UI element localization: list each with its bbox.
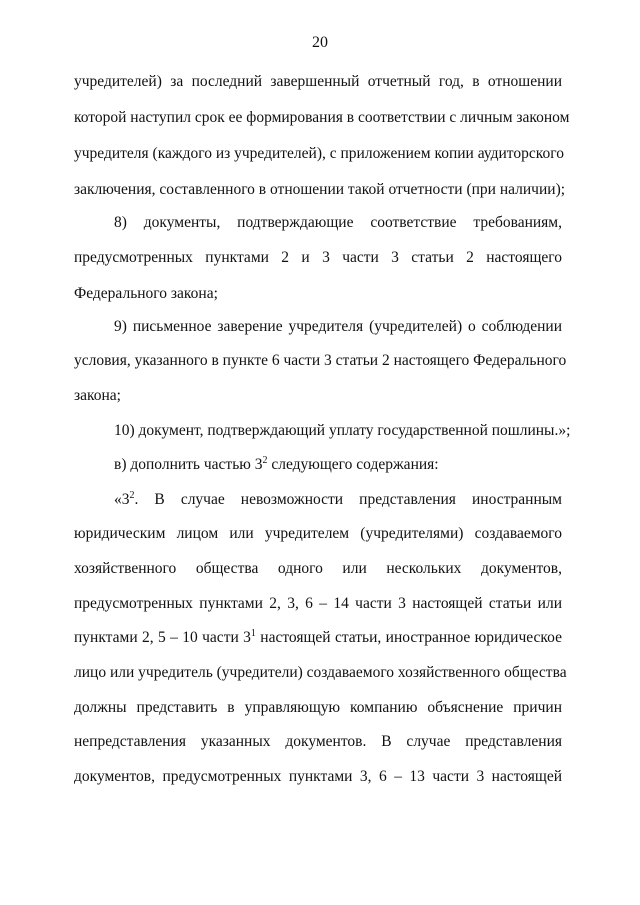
text-line: предусмотренных пунктами 2, 3, 6 – 14 части 3 настоящей статьи или: [74, 595, 562, 612]
text-line: пунктами 2, 5 – 10 части $3^1$ настоящей статьи, иностранное юридическое: [74, 628, 562, 646]
text-line: документов, предусмотренных пунктами 3, 6 – 13 части 3 настоящей: [74, 768, 562, 785]
text-line: закона;: [74, 387, 121, 404]
text-line: которой наступил срок ее формирования в соответствии с личным законом: [74, 109, 570, 126]
text-line: непредставления указанных документов. В случае представления: [74, 733, 562, 750]
text-line: юридическим лицом или учредителем (учредителями) создаваемого: [74, 525, 562, 542]
text-line: предусмотренных пунктами 2 и 3 части 3 статьи 2 настоящего: [74, 249, 562, 266]
text-line: условия, указанного в пункте 6 части 3 статьи 2 настоящего Федерального: [74, 352, 567, 369]
text-line: 10) документ, подтверждающий уплату государственной пошлины.»;: [114, 422, 571, 439]
text-line: учредителя (каждого из учредителей), с приложением копии аудиторского: [74, 145, 564, 162]
text-line: «$3^2$. В случае невозможности представления иностранным: [114, 490, 562, 508]
text-line: заключения, составленного в отношении такой отчетности (при наличии);: [74, 181, 566, 198]
text-line: Федерального закона;: [74, 285, 218, 302]
text-line: лицо или учредитель (учредители) создаваемого хозяйственного общества: [74, 664, 567, 681]
text-line: учредителей) за последний завершенный отчетный год, в отношении: [74, 73, 562, 90]
text-line: 9) письменное заверение учредителя (учредителей) о соблюдении: [114, 318, 562, 335]
text-line: должны представить в управляющую компанию объяснение причин: [74, 699, 562, 716]
text-line: хозяйственного общества одного или нескольких документов,: [74, 560, 562, 577]
page-number: 20: [312, 34, 328, 51]
text-line: в) дополнить частью $3^2$ следующего содержания:: [114, 455, 439, 473]
text-line: 8) документы, подтверждающие соответствие требованиям,: [114, 214, 562, 231]
